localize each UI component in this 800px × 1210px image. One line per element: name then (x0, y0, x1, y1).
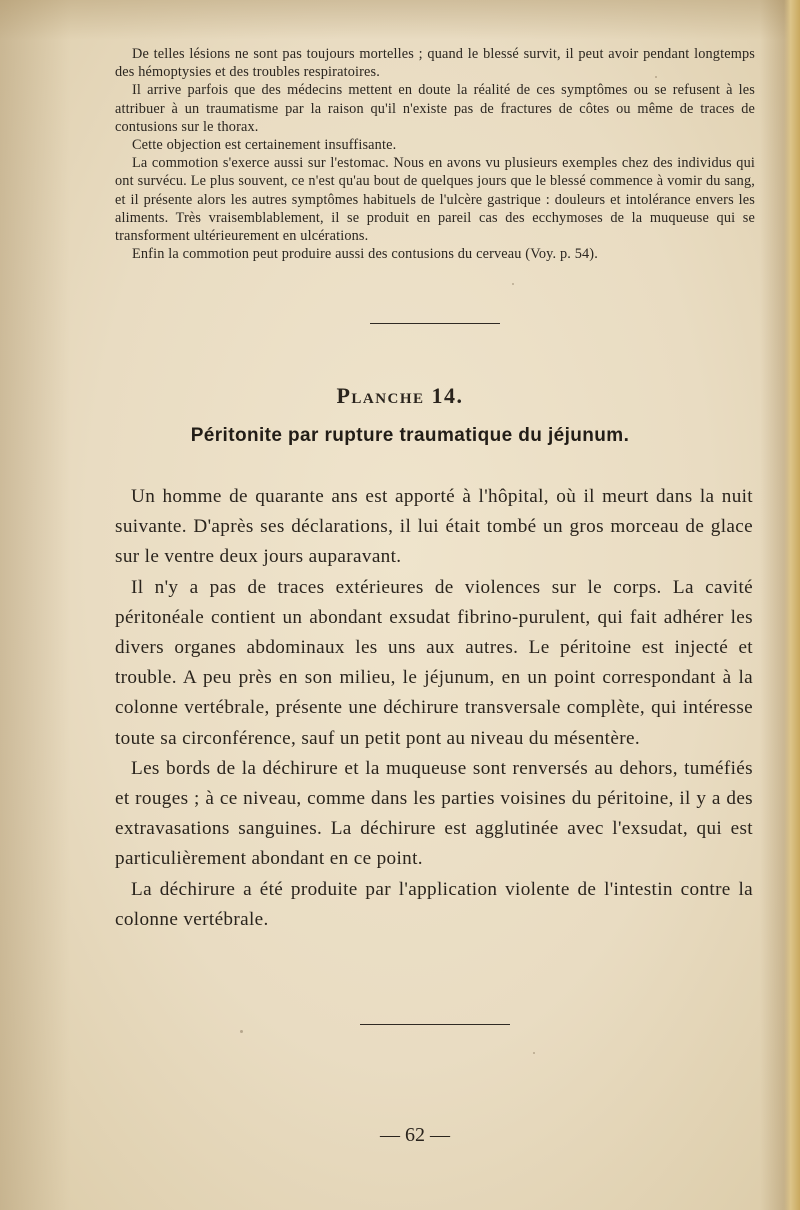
paragraph: Il arrive parfois que des médecins mettent en doute la réalité de ces symptômes ou se refusent à les attribuer à un traumatisme par la raison qu'il n'existe pas de fractures de côtes ou même de traces de contusions sur le thorax. (115, 82, 755, 135)
paper-speck (533, 1052, 535, 1054)
plate-description (115, 482, 753, 935)
plate-heading: Planche 14. (336, 383, 464, 408)
paragraph: Enfin la commotion peut produire aussi des contusions du cerveau (Voy. p. 54). (132, 246, 598, 263)
paragraph: La déchirure a été produite par l'application violente de l'intestin contre la colonne vertébrale. (115, 878, 753, 930)
paragraph: Il n'y a pas de traces extérieures de violences sur le corps. La cavité péritonéale contient un abondant exsudat fibrino-purulent, qui fait adhérer les divers organes abdominaux les uns aux autres. Le péritoine est injecté et trouble. A peu près en son milieu, le jéjunum, en un point correspondant à la colonne vertébrale, présente une déchirure transversale complète, qui intéresse toute sa circonférence, sauf un petit pont au niveau du mésentère. (115, 576, 753, 749)
paper-speck (240, 1030, 243, 1033)
page-number: — 62 — (380, 1124, 450, 1146)
preceding-text (115, 45, 755, 263)
paragraph: Un homme de quarante ans est apporté à l'hôpital, où il meurt dans la nuit suivante. D'après ses déclarations, il lui était tombé un gros morceau de glace sur le ventre deux jours auparavant. (115, 486, 753, 568)
paragraph: Les bords de la déchirure et la muqueuse sont renversés au dehors, tuméfiés et rouges ; à ce niveau, comme dans les parties voisines du péritoine, il y a des extravasations sanguines. La déchirure est agglutinée avec l'exsudat, qui est particulièrement abondant en ce point. (115, 757, 753, 870)
page-shadow-left (0, 0, 70, 1210)
paragraph: De telles lésions ne sont pas toujours mortelles ; quand le blessé survit, il peut avoir pendant longtemps des hémoptysies et des troubles respiratoires. (115, 46, 755, 81)
page-binding-edge (784, 0, 800, 1210)
paper-speck (512, 283, 514, 285)
section-divider (370, 323, 500, 324)
plate-title: Péritonite par rupture traumatique du jéjunum. (190, 425, 630, 446)
paragraph: Cette objection est certainement insuffisante. (132, 137, 397, 154)
end-divider (360, 1024, 510, 1025)
paragraph: La commotion s'exerce aussi sur l'estomac. Nous en avons vu plusieurs exemples chez des individus qui ont survécu. Le plus souvent, ce n'est qu'au bout de quelques jours que le blessé commence à vomir du sang, et il présente alors les autres symptômes habituels de l'ulcère gastrique : douleurs et intolérance envers les aliments. Très vraisemblablement, il se produit en pareil cas des ecchymoses de la muqueuse qui se transforment ultérieurement en ulcérations. (115, 155, 755, 245)
page-shadow-top (0, 0, 800, 40)
